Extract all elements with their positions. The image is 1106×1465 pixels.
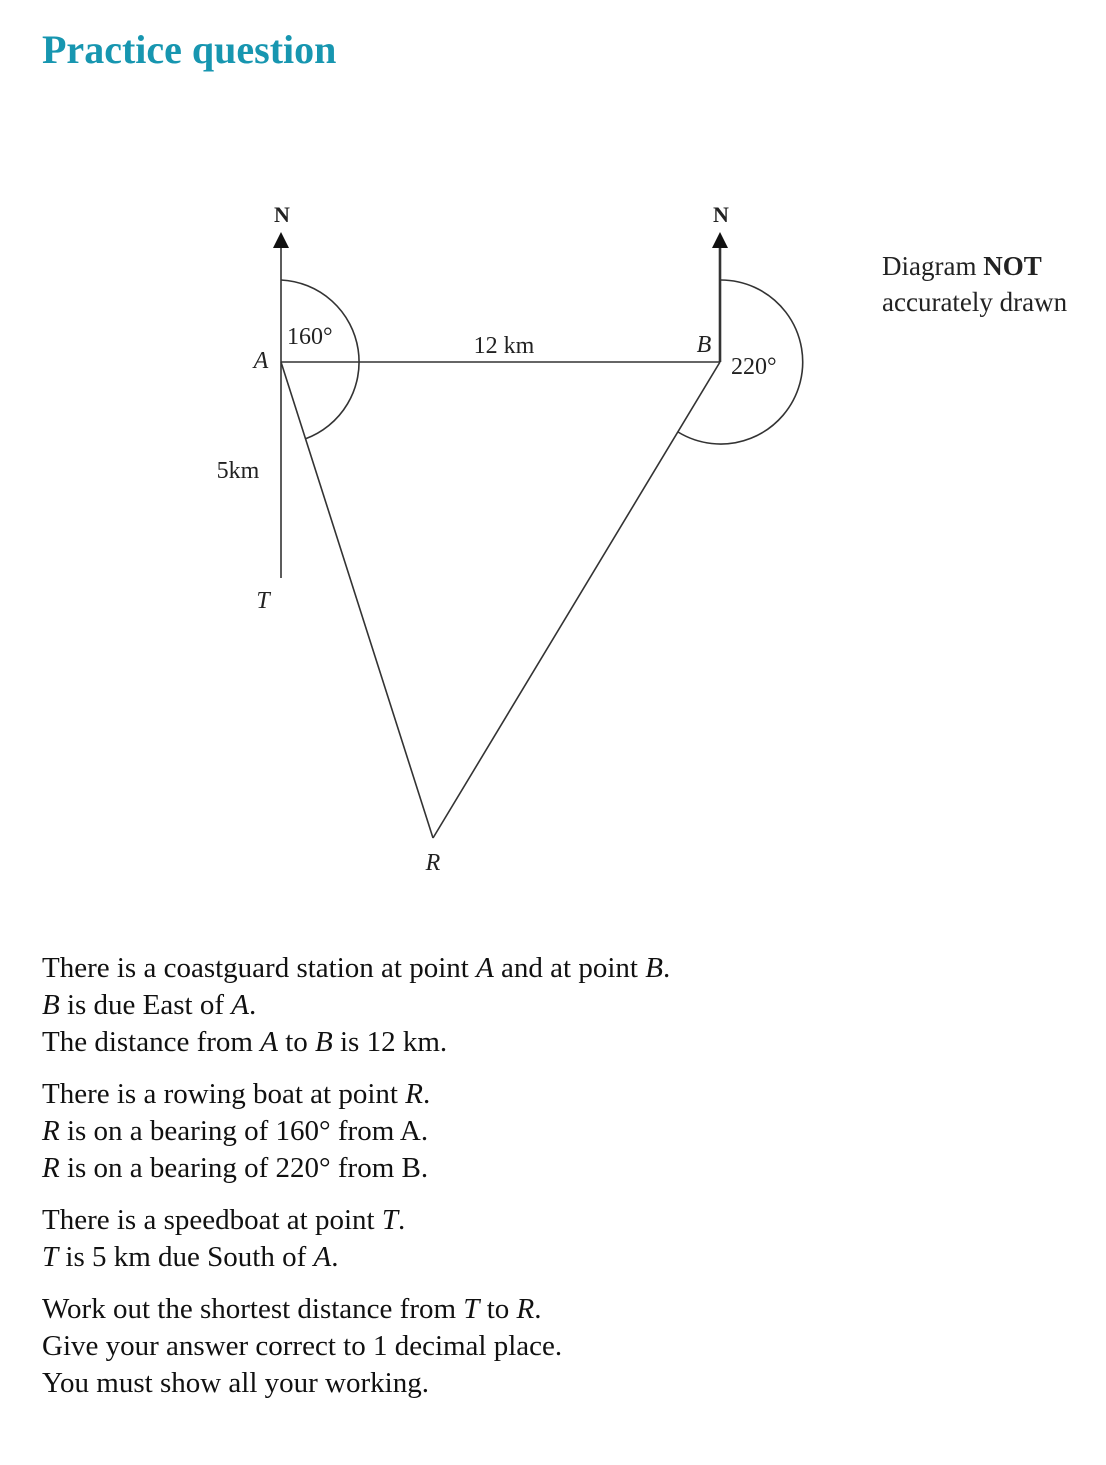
note-prefix: Diagram [882, 251, 984, 281]
question-text [42, 950, 670, 1417]
math-variable: B [315, 1026, 333, 1058]
question-paragraph [42, 1202, 670, 1276]
north-arrow-a-icon [273, 232, 289, 248]
question-line [42, 950, 670, 987]
question-line [42, 1202, 670, 1239]
math-variable: B [645, 952, 663, 984]
page-title: Practice question [42, 27, 337, 72]
text-run: is on a bearing of 160° from A. [59, 1115, 429, 1147]
point-label-b: B [696, 332, 712, 358]
text-run: . [422, 1078, 431, 1110]
question-line [42, 1113, 670, 1150]
text-run: You must show all your working. [42, 1367, 429, 1399]
text-run: Work out the shortest distance from [42, 1293, 464, 1325]
text-run: is due East of [59, 989, 232, 1021]
north-arrow-b-icon [712, 232, 728, 248]
text-run: There is a coastguard station at point [42, 952, 477, 984]
text-run: is 12 km. [332, 1026, 448, 1058]
point-label-r: R [425, 850, 441, 876]
distance-label-at: 5km [216, 458, 260, 484]
text-run: The distance from [42, 1026, 261, 1058]
point-label-a: A [253, 348, 269, 374]
note-suffix: accurately drawn [882, 287, 1068, 317]
question-paragraph [42, 950, 670, 1061]
question-line [42, 1328, 670, 1365]
line-b-r [433, 362, 720, 838]
math-variable: A [231, 989, 249, 1021]
text-run: to [277, 1026, 316, 1058]
math-variable: A [476, 952, 494, 984]
text-run: . [397, 1204, 406, 1236]
text-run: There is a rowing boat at point [42, 1078, 406, 1110]
math-variable: R [42, 1152, 60, 1184]
text-run: is on a bearing of 220° from B. [59, 1152, 429, 1184]
math-variable: R [405, 1078, 423, 1110]
question-line [42, 1150, 670, 1187]
text-run: There is a speedboat at point [42, 1204, 382, 1236]
angle-arc-a [281, 280, 359, 439]
math-variable: T [463, 1293, 480, 1325]
north-label-a: N [274, 202, 290, 227]
math-variable: A [260, 1026, 278, 1058]
diagram-note [882, 248, 1067, 320]
north-label-b: N [713, 202, 729, 227]
question-line [42, 1239, 670, 1276]
math-variable: R [42, 1115, 60, 1147]
question-line [42, 1365, 670, 1402]
text-run: to [479, 1293, 517, 1325]
math-variable: B [42, 989, 60, 1021]
math-variable: R [516, 1293, 535, 1325]
note-bold: NOT [983, 251, 1042, 281]
text-run: and at point [493, 952, 646, 984]
point-label-t: T [256, 588, 270, 614]
angle-label-b: 220° [731, 354, 777, 380]
math-variable: A [313, 1241, 332, 1273]
text-run: . [331, 1241, 339, 1273]
text-run: Give your answer correct to 1 decimal place. [42, 1330, 563, 1362]
question-line [42, 1291, 670, 1328]
distance-label-ab: 12 km [473, 333, 535, 359]
question-line [42, 987, 670, 1024]
question-paragraph [42, 1291, 670, 1402]
line-a-r [281, 362, 433, 838]
text-run: . [662, 952, 671, 984]
math-variable: T [381, 1204, 398, 1236]
question-line [42, 1024, 670, 1061]
question-line [42, 1076, 670, 1113]
math-variable: T [42, 1241, 59, 1273]
text-run: is 5 km due South of [58, 1241, 314, 1273]
question-paragraph [42, 1076, 670, 1187]
text-run: . [249, 989, 257, 1021]
text-run: . [534, 1293, 542, 1325]
angle-label-a: 160° [287, 324, 333, 350]
